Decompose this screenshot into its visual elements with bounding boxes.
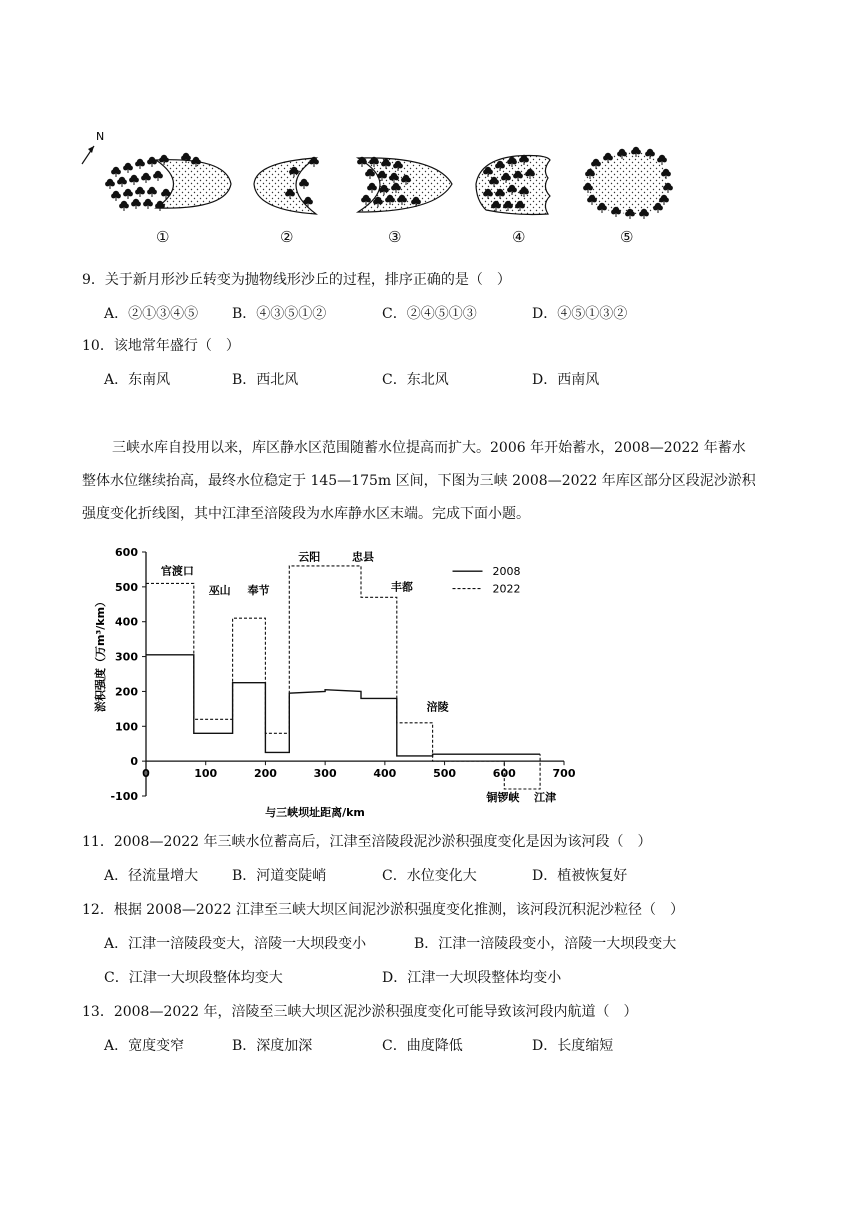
question-11-stem: 11．2008—2022 年三峡水位蓄高后，江津至涪陵段泥沙淤积强度变化是因为该河段（ ） [82, 834, 652, 850]
place-label: 铜锣峡 [486, 791, 520, 805]
q12-option-b[interactable]: B．江津一涪陵段变小，涪陵一大坝段变大 [414, 936, 677, 952]
question-9-stem: 9．关于新月形沙丘转变为抛物线形沙丘的过程，排序正确的是（ ） [82, 272, 511, 288]
dune-panel-3 [357, 157, 452, 212]
x-tick-label: 300 [313, 767, 337, 781]
q9-option-b[interactable]: B．④③⑤①② [232, 306, 327, 322]
series-2022-line [146, 566, 540, 789]
q12-option-c[interactable]: C．江津一大坝段整体均变大 [104, 970, 283, 986]
q11-option-b[interactable]: B．河道变陡峭 [232, 868, 327, 884]
q10-option-b[interactable]: B．西北风 [232, 372, 299, 388]
x-tick-label: 400 [373, 767, 397, 781]
y-tick-label: 100 [115, 720, 138, 734]
q9-option-a[interactable]: A．②①③④⑤ [104, 306, 199, 322]
y-tick-label: 500 [115, 580, 138, 594]
north-label: N [96, 130, 105, 143]
y-tick-label: 400 [115, 615, 138, 629]
panel-label-5: ⑤ [620, 228, 634, 246]
q9-option-d[interactable]: D．④⑤①③② [532, 306, 628, 322]
panel-label-1: ① [156, 228, 170, 246]
dune-panel-2 [254, 157, 319, 214]
y-tick-label: 200 [115, 685, 138, 699]
x-tick-label: 100 [194, 767, 218, 781]
dune-panel-1 [105, 153, 231, 211]
legend-2008-label: 2008 [492, 565, 521, 579]
x-tick-label: 0 [142, 767, 150, 781]
series-2008-line [146, 655, 540, 756]
y-tick-label: -100 [110, 790, 138, 803]
q10-option-d[interactable]: D．西南风 [532, 372, 600, 388]
q11-option-c[interactable]: C．水位变化大 [382, 868, 477, 884]
q13-option-b[interactable]: B．深度加深 [232, 1038, 313, 1054]
x-tick-label: 700 [552, 767, 576, 781]
y-tick-label: 300 [115, 650, 138, 664]
q13-option-a[interactable]: A．宽度变窄 [104, 1038, 185, 1054]
dune-panel-5 [583, 147, 673, 219]
question-12-stem: 12．根据 2008—2022 江津至三峡大坝区间泥沙淤积强度变化推测，该河段沉积泥沙粒径（ ） [82, 902, 684, 918]
y-tick-label: 0 [130, 755, 138, 769]
y-axis-label: 淤积强度（万m³/km） [94, 595, 107, 713]
place-label: 官渡口 [160, 564, 194, 578]
place-label: 丰都 [390, 580, 413, 594]
passage-line-2: 整体水位继续抬高，最终水位稳定于 145—175m 区间，下图为三峡 2008—2022 年库区部分区段泥沙淤积 [82, 473, 756, 489]
passage-line-1: 三峡水库自投用以来，库区静水区范围随蓄水位提高而扩大。2006 年开始蓄水，2008—2022 年蓄水 [112, 440, 746, 456]
place-label: 江津 [534, 791, 557, 805]
question-13-stem: 13．2008—2022 年，涪陵至三峡大坝区泥沙淤积强度变化可能导致该河段内航道（ ） [82, 1004, 638, 1020]
passage-line-3: 强度变化折线图，其中江津至涪陵段为水库静水区末端。完成下面小题。 [82, 506, 530, 522]
y-tick-label: 600 [115, 546, 138, 559]
q11-option-a[interactable]: A．径流量增大 [104, 868, 199, 884]
q11-option-d[interactable]: D．植被恢复好 [532, 868, 628, 884]
q13-option-c[interactable]: C．曲度降低 [382, 1038, 463, 1054]
question-10-stem: 10．该地常年盛行（ ） [82, 338, 240, 354]
place-label: 忠县 [352, 550, 375, 564]
north-arrow-icon [82, 130, 104, 164]
panel-label-4: ④ [512, 228, 526, 246]
panel-label-3: ③ [388, 228, 402, 246]
place-label: 奉节 [247, 583, 270, 597]
dune-panel-4 [476, 155, 550, 215]
q12-option-a[interactable]: A．江津一涪陵段变大，涪陵一大坝段变小 [104, 936, 367, 952]
panel-label-2: ② [280, 228, 294, 246]
q9-option-c[interactable]: C．②④⑤①③ [382, 306, 477, 322]
place-label: 巫山 [208, 583, 231, 597]
x-tick-label: 600 [492, 767, 516, 781]
q10-option-c[interactable]: C．东北风 [382, 372, 449, 388]
place-label: 涪陵 [426, 700, 449, 714]
x-axis-label: 与三峡坝址距离/km [265, 806, 365, 818]
passage [82, 432, 782, 531]
q10-option-a[interactable]: A．东南风 [104, 372, 171, 388]
legend-2022-label: 2022 [492, 582, 521, 596]
q13-option-d[interactable]: D．长度缩短 [532, 1038, 614, 1054]
x-tick-label: 200 [253, 767, 277, 781]
q12-option-d[interactable]: D．江津一大坝段整体均变小 [382, 970, 562, 986]
place-label: 云阳 [298, 550, 321, 564]
x-tick-label: 500 [433, 767, 457, 781]
sediment-chart [90, 538, 590, 818]
